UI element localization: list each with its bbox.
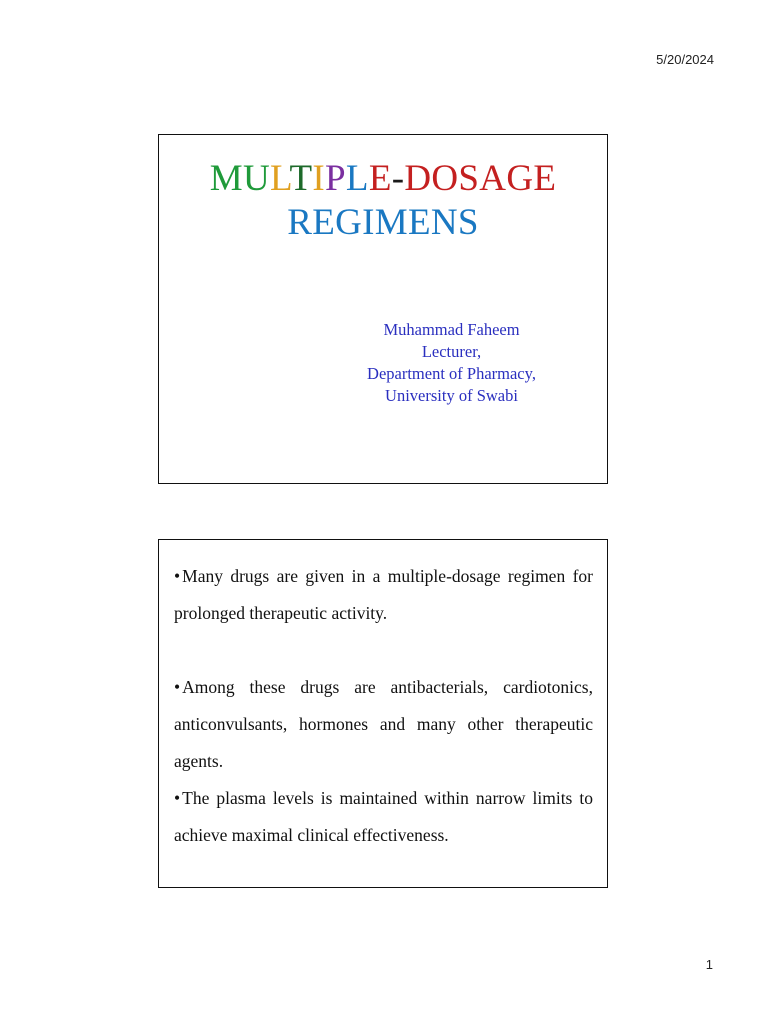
bullet-text: Among these drugs are antibacterials, cardiotonics, anticonvulsants, hormones and many other therapeutic agents. [174, 677, 593, 771]
bullet-icon: • [174, 677, 181, 697]
author-block [329, 319, 574, 407]
print-date: 5/20/2024 [656, 52, 714, 67]
author-position: Lecturer, [421, 342, 482, 361]
title-letter: T [289, 158, 313, 199]
title-letter: S [458, 158, 480, 199]
title-letter: P [325, 158, 346, 199]
bullet-text: The plasma levels is maintained within narrow limits to achieve maximal clinical effectiveness. [174, 788, 593, 845]
title-slide [158, 134, 608, 484]
bullet-item [174, 558, 593, 632]
title-letter: O [431, 158, 459, 199]
bullet-list [174, 558, 593, 854]
bullet-text: Many drugs are given in a multiple-dosage regimen for prolonged therapeutic activity. [174, 566, 593, 623]
title-letter: E [533, 158, 557, 199]
title-line-1 [210, 158, 557, 199]
title-letter: M [209, 158, 243, 199]
title-letter: L [345, 158, 369, 199]
bullet-icon: • [174, 788, 181, 808]
title-letter: L [269, 158, 290, 199]
bullet-item [174, 780, 593, 854]
author-university: University of Swabi [385, 386, 518, 405]
title-letter: E [368, 158, 392, 199]
bullet-item [174, 669, 593, 780]
page-number: 1 [705, 957, 713, 972]
title-letter: - [391, 158, 405, 199]
bullet-icon: • [174, 566, 181, 586]
author-department: Department of Pharmacy, [367, 364, 536, 383]
slide-title [159, 157, 607, 245]
title-letter: A [479, 158, 507, 199]
title-letter: D [404, 158, 432, 199]
content-slide [158, 539, 608, 888]
title-letter: I [312, 158, 326, 199]
author-name: Muhammad Faheem [383, 320, 520, 339]
title-line-2: REGIMENS [287, 202, 479, 243]
title-letter: U [242, 158, 270, 199]
title-letter: G [506, 158, 534, 199]
